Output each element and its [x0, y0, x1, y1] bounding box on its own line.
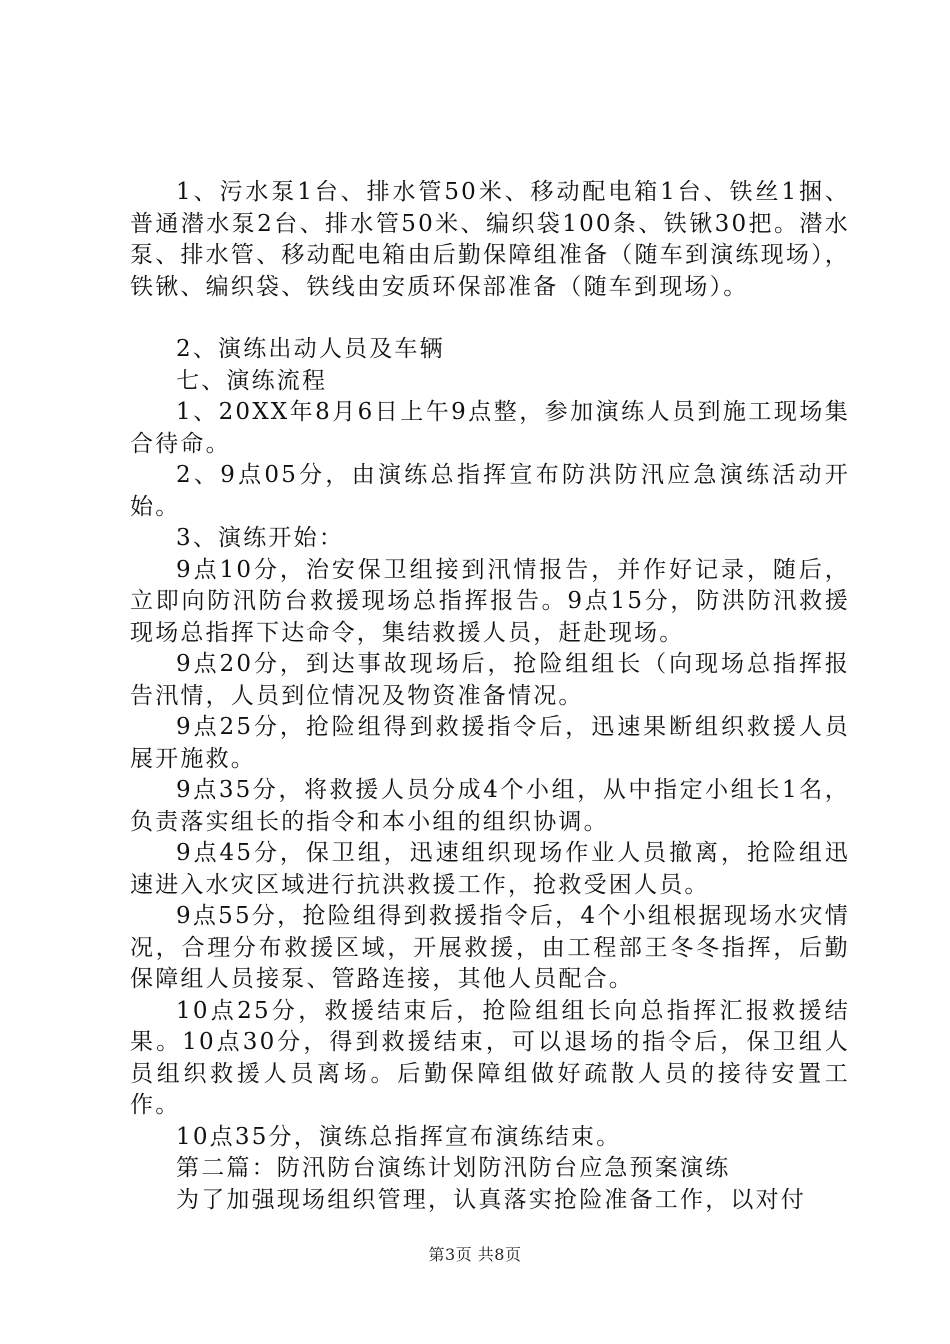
- paragraph-0935: 9点35分，将救援人员分成4个小组，从中指定小组长1名，负责落实组长的指令和本小组的组织协调。: [130, 777, 850, 835]
- paragraph-1025: 10点25分，救援结束后，抢险组组长向总指挥汇报救援结果。10点30分，得到救援结束，可以退场的指令后，保卫组人员组织救援人员离场。后勤保障组做好疏散人员的接待安置工作。: [130, 997, 850, 1118]
- paragraph-step-3: 3、演练开始：: [176, 525, 345, 551]
- paragraph-0925: 9点25分，抢险组得到救援指令后，迅速果断组织救援人员展开施救。: [130, 714, 850, 772]
- paragraph-0955: 9点55分，抢险组得到救援指令后，4个小组根据现场水灾情况，合理分布救援区域，开展救援，由工程部王冬冬指挥，后勤保障组人员接泵、管路连接，其他人员配合。: [130, 903, 850, 992]
- document-body: [130, 177, 850, 1216]
- section-heading-drill-process: 七、演练流程: [176, 367, 328, 394]
- page-number-footer: 第3页 共8页: [428, 1245, 522, 1264]
- paragraph-0910: 9点10分，治安保卫组接到汛情报告，并作好记录，随后，立即向防汛防台救援现场总指挥报告。9点15分，防洪防汛救援现场总指挥下达命令，集结救援人员，赶赴现场。: [130, 556, 850, 646]
- paragraph-part-two-title: 第二篇：防汛防台演练计划防汛防台应急预案演练: [176, 1155, 731, 1181]
- paragraph-step-1: 1、20XX年8月6日上午9点整，参加演练人员到施工现场集合待命。: [130, 399, 850, 457]
- paragraph-0945: 9点45分，保卫组，迅速组织现场作业人员撤离，抢险组迅速进入水灾区域进行抗洪救援工作，抢救受困人员。: [130, 840, 850, 898]
- paragraph-step-2: 2、9点05分，由演练总指挥宣布防洪防汛应急演练活动开始。: [130, 462, 850, 520]
- paragraph-part-two-intro: 为了加强现场组织管理，认真落实抢险准备工作，以对付: [176, 1186, 806, 1213]
- paragraph-0920: 9点20分，到达事故现场后，抢险组组长（向现场总指挥报告汛情，人员到位情况及物资准备情况。: [130, 651, 850, 709]
- paragraph-1035: 10点35分，演练总指挥宣布演练结束。: [176, 1123, 622, 1150]
- paragraph-personnel-vehicles: 2、演练出动人员及车辆: [176, 336, 445, 362]
- paragraph-materials: 1、污水泵1台、排水管50米、移动配电箱1台、铁丝1捆、普通潜水泵2台、排水管50米、编织袋100条、铁锹30把。潜水泵、排水管、移动配电箱由后勤保障组准备（随车到演练现场），铁锹、编织袋、铁线由安质环保部准备（随车到现场）。: [130, 179, 850, 300]
